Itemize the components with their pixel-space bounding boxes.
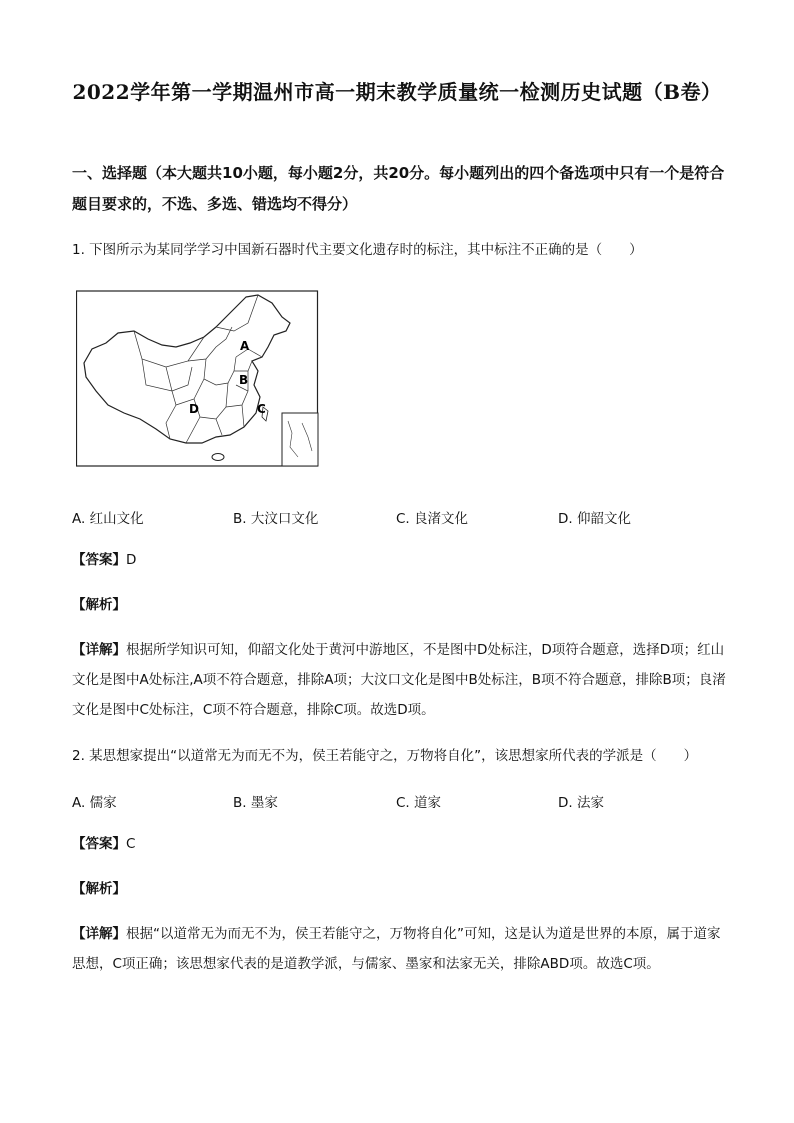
detail-text: 根据“以道常无为而无不为，侯王若能守之，万物将自化”可知，这是认为道是世界的本原，属于道家思想，C项正确；该思想家代表的是道教学派，与儒家、墨家和法家无关，排除ABD项。故选C项。 bbox=[72, 926, 721, 972]
q1-option-a[interactable]: A. 红山文化 bbox=[72, 511, 144, 527]
q1-analysis-tag: 【解析】 bbox=[72, 597, 126, 613]
question-2-stem: 2. 某思想家提出“以道常无为而无不为，侯王若能守之，万物将自化”，该思想家所代表的学派是（ ） bbox=[72, 748, 698, 764]
map-label-a: A bbox=[240, 339, 250, 353]
map-label-b: B bbox=[239, 373, 249, 387]
page-title: 2022学年第一学期温州市高一期末教学质量统一检测历史试题（B卷） bbox=[72, 80, 722, 104]
q2-option-d[interactable]: D. 法家 bbox=[558, 795, 604, 811]
map-label-c: C bbox=[257, 402, 266, 416]
q2-option-b[interactable]: B. 墨家 bbox=[233, 795, 278, 811]
answer-tag: 【答案】 bbox=[72, 552, 126, 568]
detail-tag: 【详解】 bbox=[72, 642, 126, 658]
detail-tag: 【详解】 bbox=[72, 926, 126, 942]
answer-value: D bbox=[126, 552, 137, 568]
q2-analysis-tag: 【解析】 bbox=[72, 881, 126, 897]
q1-detail bbox=[72, 635, 732, 725]
detail-text: 根据所学知识可知，仰韶文化处于黄河中游地区，不是图中D处标注，D项符合题意，选择D项；红山文化是图中A处标注,A项不符合题意，排除A项；大汶口文化是图中B处标注，B项不符合题意，排除B项；良渚文化是图中C处标注，C项不符合题意，排除C项。故选D项。 bbox=[72, 642, 726, 718]
question-1-options bbox=[72, 507, 732, 531]
q2-option-c[interactable]: C. 道家 bbox=[396, 795, 442, 811]
china-map-figure bbox=[76, 287, 320, 473]
question-2-options bbox=[72, 791, 732, 815]
q1-option-d[interactable]: D. 仰韶文化 bbox=[558, 511, 631, 527]
south-china-sea-inset bbox=[282, 413, 318, 466]
map-label-d: D bbox=[189, 402, 199, 416]
section-heading: 一、选择题（本大题共10小题，每小题2分，共20分。每小题列出的四个备选项中只有一个是符合题目要求的，不选、多选、错选均不得分） bbox=[72, 164, 725, 213]
q2-detail bbox=[72, 919, 732, 979]
question-1-stem: 1. 下图所示为某同学学习中国新石器时代主要文化遗存时的标注，其中标注不正确的是（ ） bbox=[72, 242, 643, 258]
answer-value: C bbox=[126, 836, 136, 852]
q1-option-c[interactable]: C. 良渚文化 bbox=[396, 511, 469, 527]
map-frame bbox=[77, 291, 318, 466]
answer-tag: 【答案】 bbox=[72, 836, 126, 852]
q1-option-b[interactable]: B. 大汶口文化 bbox=[233, 511, 319, 527]
q2-answer bbox=[72, 829, 732, 859]
q2-option-a[interactable]: A. 儒家 bbox=[72, 795, 117, 811]
q1-answer bbox=[72, 545, 732, 575]
